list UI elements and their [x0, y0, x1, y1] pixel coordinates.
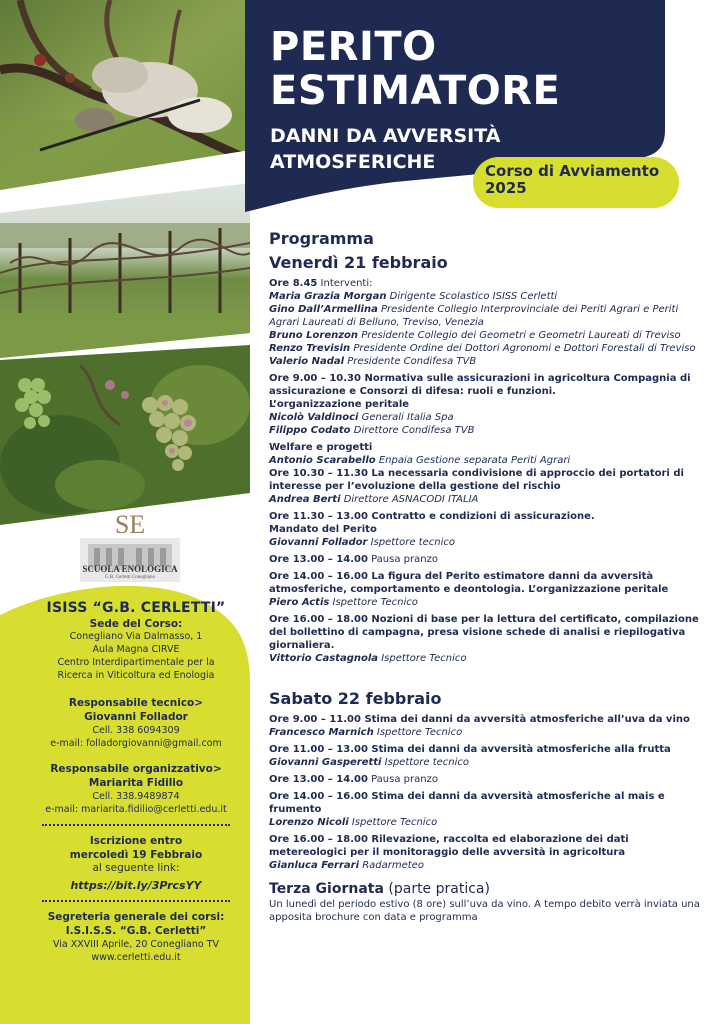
school-name: ISISS “G.B. CERLETTI”: [46, 600, 226, 616]
speaker: Maria Grazia Morgan Dirigente Scolastico ISISS Cerletti: [269, 291, 558, 302]
badge-line: Corso di Avviamento: [485, 162, 660, 180]
day2-title: Sabato 22 febbraio: [269, 689, 442, 708]
logo-tag: G.B. Cerletti Conegliano: [105, 575, 155, 580]
speaker: Giovanni Gasperetti Ispettore tecnico: [269, 757, 470, 768]
seat-line: Aula Magna CIRVE: [92, 644, 180, 655]
badge-year: 2025: [485, 179, 527, 197]
secretariat-name: I.S.I.S.S. “G.B. Cerletti”: [65, 925, 207, 937]
speaker: Valerio Nadal Presidente Condifesa TVB: [269, 356, 477, 367]
schedule-block: Ore 16.00 – 18.00 Nozioni di base per la lettura del certificato, compilazione del bollettino di campagna, presa visione schede di analisi e riepilogativa giornaliera. Vittorio Castagnola Ispettore Tecnico: [269, 613, 709, 665]
org-email[interactable]: e-mail: mariarita.fidilio@cerletti.edu.it: [45, 804, 227, 815]
day3-title: Terza Giornata (parte pratica): [269, 881, 490, 897]
schedule-block: Ore 8.45 Interventi: Maria Grazia Morgan Dirigente Scolastico ISISS Cerletti Gino Dall’Armellina Presidente Collegio Interprovinciale dei Periti Agrari e Periti Agrari Laureati di Belluno, Treviso, Venezia Bruno Lorenzon Presidente Collegio dei Geometri e Geometri Laureati di Treviso Renzo Trevisin Presidente Ordine dei Dottori Agronomi e Dottori Forestali di Treviso Valerio Nadal Presidente Condifesa TVB: [269, 277, 709, 368]
course-subtitle: [270, 123, 500, 175]
program-heading: Programma: [269, 229, 374, 248]
tech-label: Responsabile tecnico>: [68, 697, 204, 709]
secretariat-address: Via XXVIII Aprile, 20 Conegliano TV: [52, 939, 219, 950]
seat-label: Sede del Corso:: [89, 618, 183, 630]
speaker: Antonio Scarabello Enpaia Gestione separata Periti Agrari: [269, 455, 571, 466]
tech-email[interactable]: e-mail: folladorgiovanni@gmail.com: [50, 738, 222, 749]
tech-phone: Cell. 338 6094309: [92, 725, 180, 736]
schedule-block: Ore 14.00 – 16.00 La figura del Perito estimatore danni da avversità atmosferiche, comportamento e deontologia. L’organizzazione peritale Piero Actis Ispettore Tecnico: [269, 570, 709, 609]
seat-line: Conegliano Via Dalmasso, 1: [69, 631, 203, 642]
tech-name: Giovanni Follador: [84, 711, 188, 723]
course-badge: [473, 157, 679, 208]
subtitle-line: DANNI DA AVVERSITÀ: [270, 125, 501, 147]
dotted-divider: [42, 900, 230, 902]
speaker: Francesco Marnich Ispettore Tecnico: [269, 727, 463, 738]
speaker: Filippo Codato Direttore Condifesa TVB: [269, 425, 475, 436]
schedule-block: Ore 16.00 – 18.00 Rilevazione, raccolta ed elaborazione dei dati metereologici per il monitoraggio delle avversità in agricoltura Gianluca Ferrari Radarmeteo: [269, 833, 709, 872]
schedule-block: Ore 9.00 – 11.00 Stima dei danni da avversità atmosferiche all’uva da vino Francesco Marnich Ispettore Tecnico: [269, 713, 709, 739]
photo-grape-bunches: [0, 345, 250, 525]
speaker: Gino Dall’Armellina Presidente Collegio Interprovinciale dei Periti Agrari e Periti Agrari Laureati di Belluno, Treviso, Venezia: [269, 304, 679, 328]
logo-name: SCUOLA ENOLOGICA: [82, 564, 178, 574]
course-title: [270, 25, 560, 113]
speaker: Nicolò Valdinoci Generali Italia Spa: [269, 412, 454, 423]
speaker: Renzo Trevisin Presidente Ordine dei Dottori Agronomi e Dottori Forestali di Treviso: [269, 343, 696, 354]
registration-link-label: al seguente link:: [92, 862, 180, 874]
schedule-block: Ore 11.30 – 13.00 Contratto e condizioni di assicurazione. Mandato del Perito Giovanni Follador Ispettore tecnico: [269, 510, 709, 549]
schedule-block: Ore 13.00 – 14.00 Pausa pranzo: [269, 554, 438, 565]
schedule-block: Welfare e progetti Antonio Scarabello Enpaia Gestione separata Periti Agrari Ore 10.30 – 11.30 La necessaria condivisione di approccio dei portatori di interesse per l’evoluzione della gestione del rischio Andrea Berti Direttore ASNACODI ITALIA: [269, 441, 709, 506]
speaker: Lorenzo Nicoli Ispettore Tecnico: [269, 817, 438, 828]
title-line: ESTIMATORE: [270, 68, 561, 114]
photo-frozen-vine: [0, 0, 250, 190]
speaker: Bruno Lorenzon Presidente Collegio dei Geometri e Geometri Laureati di Treviso: [269, 330, 681, 341]
day3-text: Un lunedì del periodo estivo (8 ore) sull’uva da vino. A tempo debito verrà inviata una apposita brochure con data e programma: [269, 899, 700, 923]
org-label: Responsabile organizzativo>: [50, 763, 222, 775]
speaker: Piero Actis Ispettore Tecnico: [269, 597, 418, 608]
registration-deadline: Iscrizione entro: [89, 835, 183, 847]
org-name: Mariarita Fidilio: [88, 777, 184, 789]
secretariat-website[interactable]: www.cerletti.edu.it: [91, 952, 181, 963]
org-phone: Cell. 338.9489874: [92, 791, 180, 802]
seat-line: Ricerca in Viticoltura ed Enologia: [57, 670, 215, 681]
registration-date: mercoledì 19 Febbraio: [69, 849, 203, 861]
photo-column: [0, 0, 250, 525]
info-panel: [0, 600, 250, 964]
secretariat-label: Segreteria generale dei corsi:: [47, 911, 225, 923]
schedule-block: Ore 9.00 – 10.30 Normativa sulle assicurazioni in agricoltura Compagnia di assicurazione e Consorzi di difesa: ruoli e funzioni. L’organizzazione peritale Nicolò Valdinoci Generali Italia Spa Filippo Codato Direttore Condifesa TVB: [269, 372, 709, 437]
speaker: Giovanni Follador Ispettore tecnico: [269, 537, 455, 548]
dotted-divider: [42, 824, 230, 826]
seat-line: Centro Interdipartimentale per la: [57, 657, 215, 668]
speaker: Gianluca Ferrari Radarmeteo: [269, 860, 424, 871]
registration-link[interactable]: https://bit.ly/3PrcsYY: [70, 879, 202, 892]
day1-title: Venerdì 21 febbraio: [269, 253, 448, 272]
program: [269, 229, 709, 924]
schedule-block: Ore 14.00 – 16.00 Stima dei danni da avversità atmosferiche al mais e frumento Lorenzo Nicoli Ispettore Tecnico: [269, 790, 709, 829]
photo-vineyard-rows: [0, 183, 250, 358]
schedule-block: Ore 13.00 – 14.00 Pausa pranzo: [269, 774, 438, 785]
subtitle-line: ATMOSFERICHE: [270, 151, 436, 173]
schedule-block: Ore 11.00 – 13.00 Stima dei danni da avversità atmosferiche alla frutta Giovanni Gasperetti Ispettore tecnico: [269, 743, 709, 769]
logo-monogram: SE: [114, 510, 146, 539]
speaker: Vittorio Castagnola Ispettore Tecnico: [269, 653, 467, 664]
title-line: PERITO: [270, 24, 437, 70]
speaker: Andrea Berti Direttore ASNACODI ITALIA: [269, 494, 479, 505]
